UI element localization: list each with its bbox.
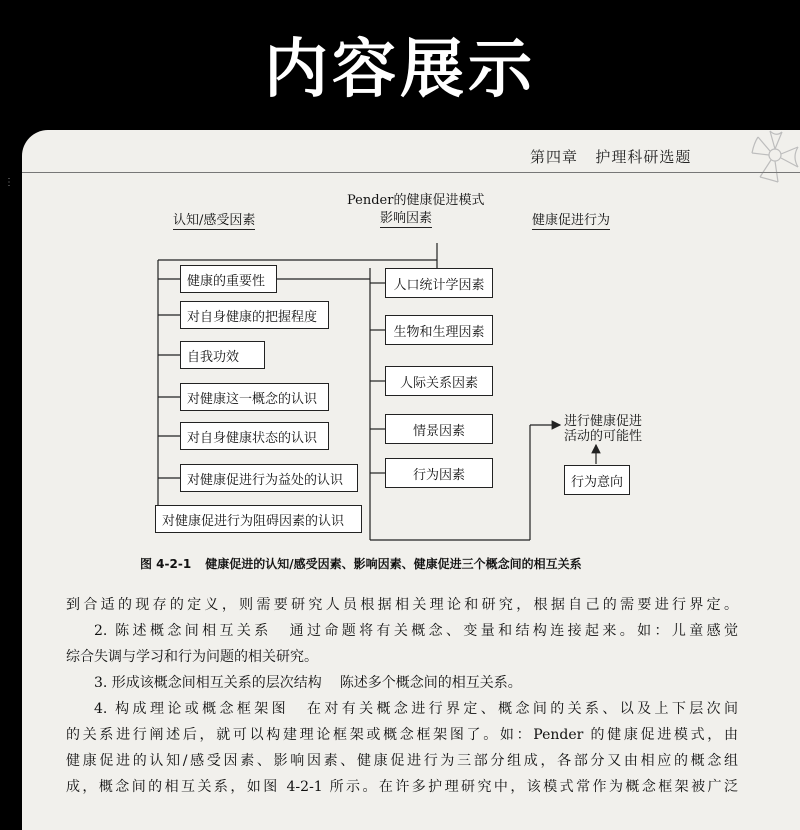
chapter-section: 护理科研选题 [595,148,692,166]
body-line: 到合适的现存的定义，则需要研究人员根据相关理论和研究，根据自己的需要进行界定。 [66,597,738,613]
body-paragraph-2b: 综合失调与学习和行为问题的相关研究。 [66,649,318,665]
middle-factor-box: 情景因素 [385,414,493,444]
body-paragraph-2a: 2. 陈述概念间相互关系 通过命题将有关概念、变量和结构连接起来。如：儿童感觉 [94,623,738,639]
cognitive-factors-heading: 认知/感受因素 [173,209,255,230]
health-behavior-heading: 健康促进行为 [532,209,610,230]
middle-factor-box: 行为因素 [385,458,493,488]
figure-number: 图 4-2-1 [140,557,192,571]
banner-title: 内容展示 [264,33,536,107]
chapter-number: 第四章 [530,148,579,166]
middle-factor-box: 生物和生理因素 [385,315,493,345]
figure-caption-text: 健康促进的认知/感受因素、影响因素、健康促进三个概念间的相互关系 [205,557,582,571]
left-factor-box: 对健康促进行为阻碍因素的认识 [155,505,362,533]
left-factor-box: 对自身健康状态的认识 [180,422,329,450]
left-factor-box: 对健康这一概念的认识 [180,383,329,411]
figure-caption [140,555,582,572]
body-paragraph-3: 3. 形成该概念间相互关系的层次结构 陈述多个概念间的相互关系。 [94,675,522,691]
outcome-label-line1: 进行健康促进 [564,414,643,429]
influence-factors-heading: 影响因素 [380,207,432,228]
behavior-intention-box: 行为意向 [564,465,630,495]
left-factor-box: 健康的重要性 [180,265,277,293]
outcome-label-line2: 活动的可能性 [564,429,643,444]
body-paragraph-4b: 的关系进行阐述后，就可以构建理论框架或概念框架图了。如：Pender 的健康促进模式，由 [66,727,738,743]
body-paragraph-4a: 4. 构成理论或概念框架图 在对有关概念进行界定、概念间的关系、以及上下层次间 [94,701,738,717]
left-factor-box: 自我功效 [180,341,265,369]
diagram-title: Pender的健康促进模式 [347,193,485,208]
body-text [66,592,738,800]
left-factor-box: 对自身健康的把握程度 [180,301,329,329]
body-paragraph-4d: 成，概念间的相互关系，如图 4-2-1 所示。在许多护理研究中，该模式常作为概念框架被广泛 [66,779,738,795]
left-factor-box: 对健康促进行为益处的认识 [180,464,358,492]
body-paragraph-4c: 健康促进的认知/感受因素、影响因素、健康促进行为三部分组成，各部分又由相应的概念组 [66,753,738,769]
middle-factor-box: 人际关系因素 [385,366,493,396]
middle-factor-box: 人口统计学因素 [385,268,493,298]
page-edge-mark: ⋮ [4,177,14,188]
